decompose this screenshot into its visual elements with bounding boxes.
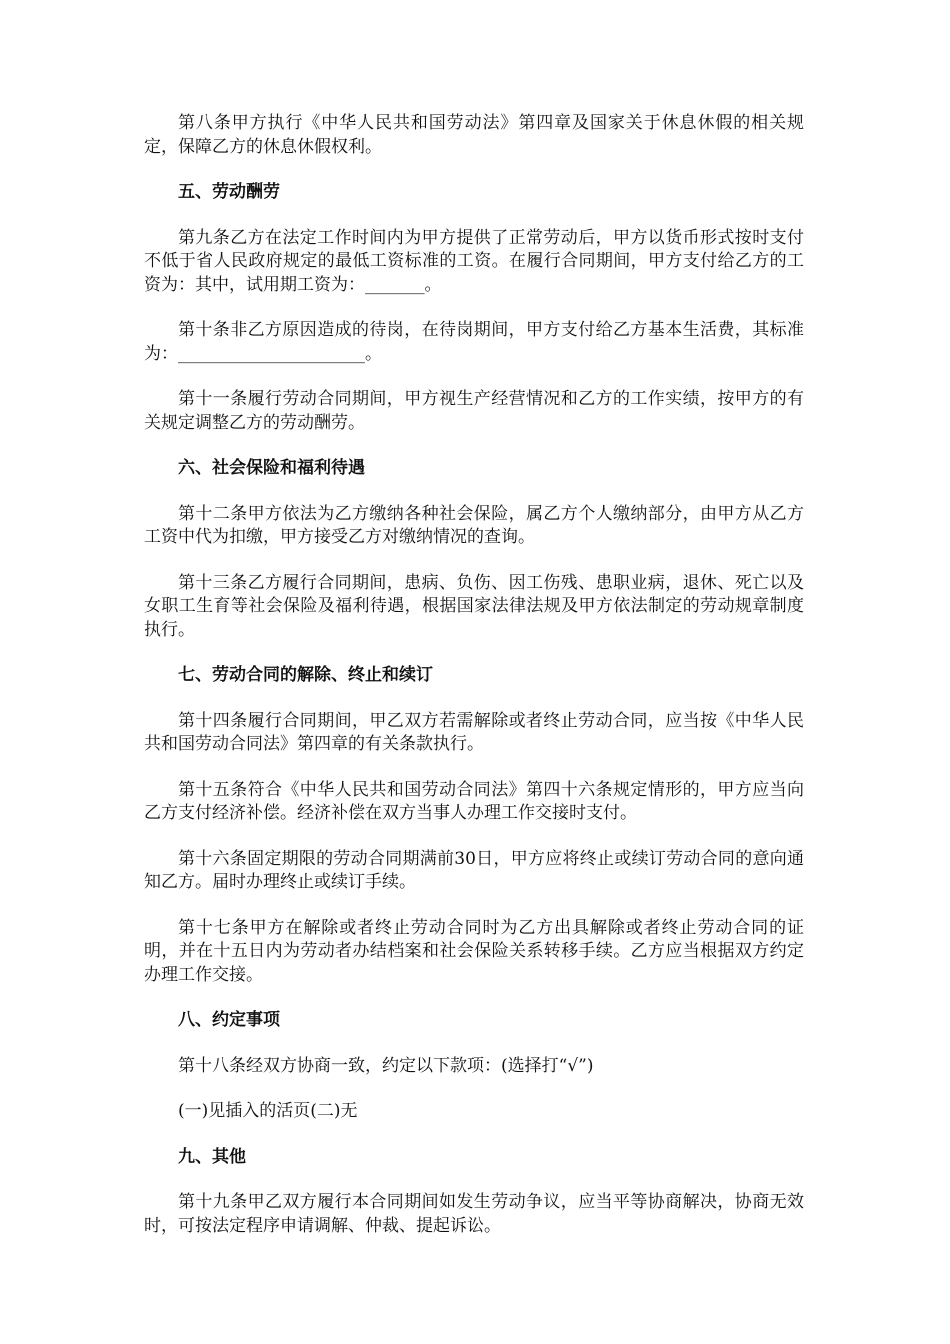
article-17: 第十七条甲方在解除或者终止劳动合同时为乙方出具解除或者终止劳动合同的证明，并在十五日内为劳动者办结档案和社会保险关系转移手续。乙方应当根据双方约定办理工作交接。 [144, 917, 804, 985]
article-15: 第十五条符合《中华人民共和国劳动合同法》第四十六条规定情形的，甲方应当向乙方支付经济补偿。经济补偿在双方当事人办理工作交接时支付。 [144, 779, 804, 823]
article-14: 第十四条履行合同期间，甲乙双方若需解除或者终止劳动合同，应当按《中华人民共和国劳动合同法》第四章的有关条款执行。 [144, 710, 804, 754]
section-5-heading: 五、劳动酬劳 [178, 182, 280, 202]
article-12: 第十二条甲方依法为乙方缴纳各种社会保险，属乙方个人缴纳部分，由甲方从乙方工资中代为扣缴，甲方接受乙方对缴纳情况的查询。 [144, 503, 804, 547]
article-9: 第九条乙方在法定工作时间内为甲方提供了正常劳动后，甲方以货币形式按时支付不低于省人民政府规定的最低工资标准的工资。在履行合同期间，甲方支付给乙方的工资为：其中，试用期工资为：_______。 [144, 227, 804, 295]
article-18-options: (一)见插入的活页(二)无 [178, 1101, 358, 1121]
article-10: 第十条非乙方原因造成的待岗，在待岗期间，甲方支付给乙方基本生活费，其标准为：______________________。 [144, 320, 804, 364]
section-8-heading: 八、约定事项 [178, 1010, 280, 1030]
article-18: 第十八条经双方协商一致，约定以下款项：(选择打“√”) [178, 1055, 594, 1076]
section-6-heading: 六、社会保险和福利待遇 [178, 458, 365, 478]
section-7-heading: 七、劳动合同的解除、终止和续订 [178, 665, 433, 685]
article-8: 第八条甲方执行《中华人民共和国劳动法》第四章及国家关于休息休假的相关规定，保障乙方的休息休假权利。 [144, 113, 804, 157]
article-19: 第十九条甲乙双方履行本合同期间如发生劳动争议，应当平等协商解决，协商无效时，可按法定程序申请调解、仲裁、提起诉讼。 [144, 1192, 804, 1236]
article-11: 第十一条履行劳动合同期间，甲方视生产经营情况和乙方的工作实绩，按甲方的有关规定调整乙方的劳动酬劳。 [144, 389, 804, 433]
section-9-heading: 九、其他 [178, 1146, 246, 1167]
document-page [144, 112, 804, 1260]
article-16: 第十六条固定期限的劳动合同期满前30日，甲方应将终止或续订劳动合同的意向通知乙方。届时办理终止或续订手续。 [144, 848, 804, 892]
article-13: 第十三条乙方履行合同期间，患病、负伤、因工伤残、患职业病，退休、死亡以及女职工生育等社会保险及福利待遇，根据国家法律法规及甲方依法制定的劳动规章制度执行。 [144, 572, 804, 640]
